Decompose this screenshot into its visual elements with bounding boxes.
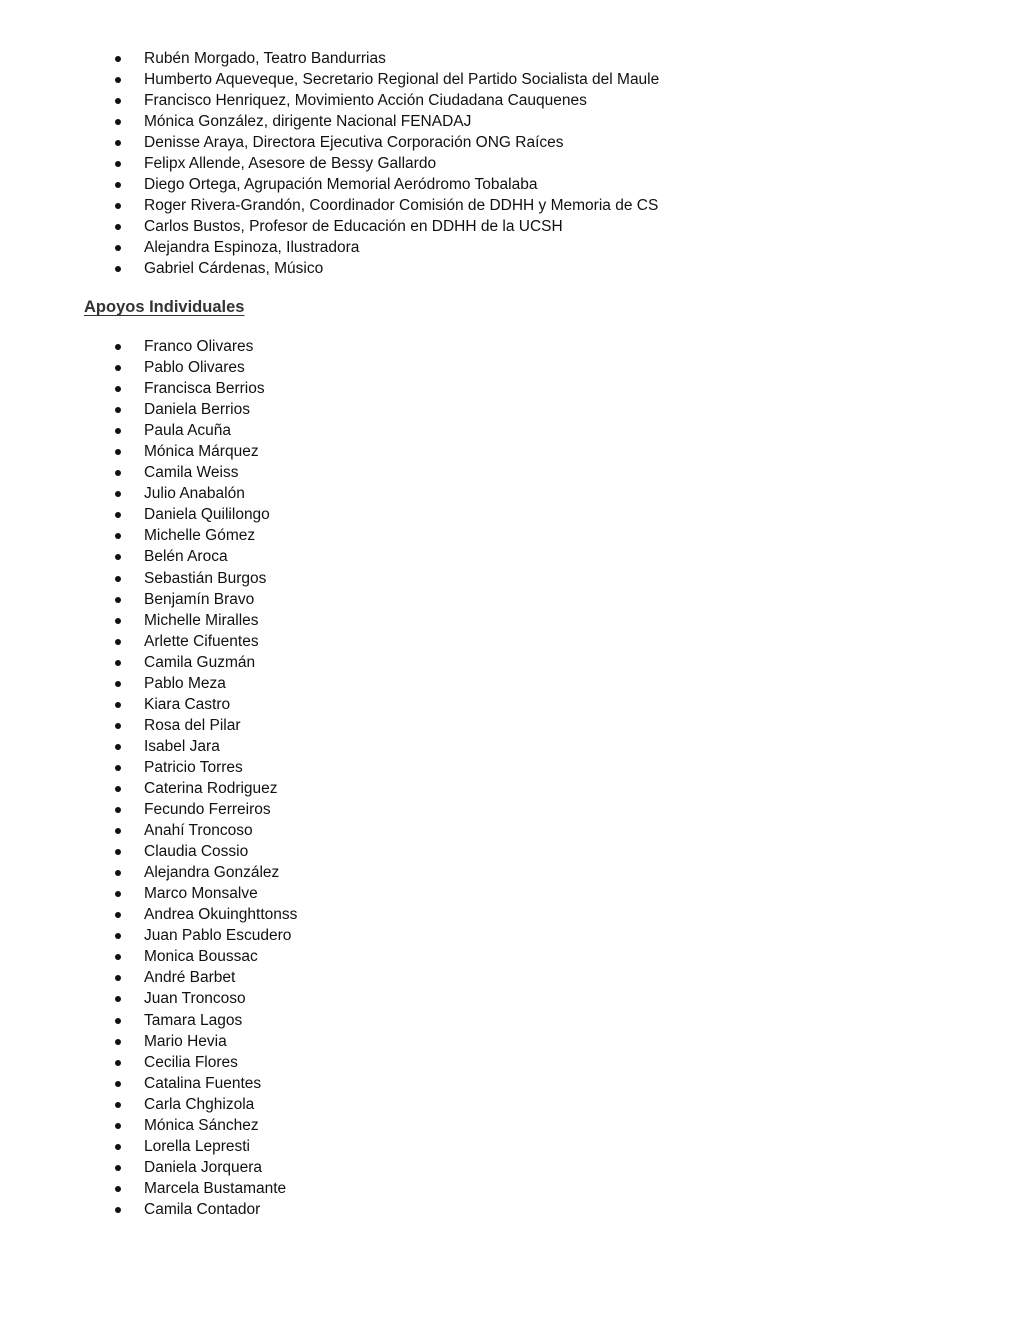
bullet-icon — [115, 407, 121, 413]
individual-supporter-list-item-text: Isabel Jara — [144, 737, 220, 755]
individual-supporter-list-item — [113, 925, 297, 946]
individual-supporter-list-item-text: Mónica Márquez — [144, 443, 259, 461]
individual-supporter-list-item — [113, 420, 297, 441]
individual-supporter-list-item-text: Benjamín Bravo — [144, 590, 255, 608]
individual-supporter-list-item — [113, 904, 297, 925]
individual-supporter-list-item — [113, 441, 297, 462]
individual-supporter-list-item-text: Daniela Jorquera — [144, 1158, 263, 1176]
bullet-icon — [115, 533, 121, 539]
individual-supporter-list-item-text: Mario Hevia — [144, 1032, 227, 1050]
bullet-icon — [115, 870, 121, 876]
individual-supporter-list-item-text: Lorella Lepresti — [144, 1137, 250, 1155]
individual-supporter-list-item-text: Tamara Lagos — [144, 1011, 243, 1029]
bullet-icon — [115, 77, 121, 83]
individual-supporter-list-item-text: Caterina Rodriguez — [144, 779, 278, 797]
individual-supporter-list-item-text: Daniela Quililongo — [144, 506, 270, 524]
bullet-icon — [115, 702, 121, 708]
bullet-icon — [115, 98, 121, 104]
individual-supporter-list-item-text: Pablo Meza — [144, 674, 226, 692]
bullet-icon — [115, 224, 121, 230]
bullet-icon — [115, 786, 121, 792]
individual-supporter-list-item-text: Patricio Torres — [144, 758, 243, 776]
individual-supporter-list-item — [113, 462, 297, 483]
supporter-list-item-text: Diego Ortega, Agrupación Memorial Aeródromo Tobalaba — [144, 176, 538, 194]
individual-supporter-list-item — [113, 736, 297, 757]
bullet-icon — [115, 56, 121, 62]
bullet-icon — [115, 1102, 121, 1108]
individual-supporter-list-item-text: Camila Contador — [144, 1200, 261, 1218]
supporter-list-item-text: Rubén Morgado, Teatro Bandurrias — [144, 50, 386, 67]
individual-supporter-list-item — [113, 1157, 297, 1178]
bullet-icon — [115, 1018, 121, 1024]
individual-supporter-list-item-text: Michelle Gómez — [144, 527, 256, 545]
individual-supporter-list-item-text: Claudia Cossio — [144, 843, 249, 861]
individual-supporter-list-item-text: Franco Olivares — [144, 338, 254, 355]
bullet-icon — [115, 1060, 121, 1066]
bullet-icon — [115, 723, 121, 729]
bullet-icon — [115, 807, 121, 813]
bullet-icon — [115, 1081, 121, 1087]
supporter-list-item — [113, 216, 659, 237]
bullet-icon — [115, 744, 121, 750]
supporter-list-item-text: Roger Rivera-Grandón, Coordinador Comisión de DDHH y Memoria de CS — [144, 197, 659, 215]
individual-supporter-list-item-text: Pablo Olivares — [144, 359, 245, 377]
individual-supporter-list-item-text: Marco Monsalve — [144, 885, 258, 903]
individual-supporter-list-item — [113, 631, 297, 652]
individual-supporter-list-item — [113, 946, 297, 967]
supporter-list-item — [113, 174, 659, 195]
individual-supporter-list-item — [113, 862, 297, 883]
bullet-icon — [115, 491, 121, 497]
bullet-icon — [115, 954, 121, 960]
supporter-list-item-text: Alejandra Espinoza, Ilustradora — [144, 239, 360, 257]
individual-supporter-list-item — [113, 673, 297, 694]
individual-supporter-list-item — [113, 610, 297, 631]
individual-supporter-list-item — [113, 715, 297, 736]
individual-supporter-list-item — [113, 988, 297, 1009]
individual-supporter-list-item-text: Carla Chghizola — [144, 1095, 255, 1113]
individual-supporter-list-item-text: Paula Acuña — [144, 422, 232, 440]
bullet-icon — [115, 428, 121, 434]
bullet-icon — [115, 912, 121, 918]
individual-supporter-list-item-text: Camila Weiss — [144, 464, 239, 482]
individual-supporter-list-item-text: Juan Troncoso — [144, 990, 246, 1008]
individual-supporter-list-item-text: Monica Boussac — [144, 948, 258, 966]
individual-supporter-list-item — [113, 378, 297, 399]
bullet-icon — [115, 512, 121, 518]
bullet-icon — [115, 182, 121, 188]
bullet-icon — [115, 161, 121, 167]
supporter-list-item — [113, 237, 659, 258]
individual-supporter-list-item — [113, 546, 297, 567]
individual-supporter-list-item-text: Sebastián Burgos — [144, 569, 267, 587]
bullet-icon — [115, 849, 121, 855]
supporter-list-item-text: Carlos Bustos, Profesor de Educación en DDHH de la UCSH — [144, 218, 563, 236]
individual-supporter-list-item-text: Kiara Castro — [144, 695, 231, 713]
supporter-list-item — [113, 132, 659, 153]
individual-supporter-list-item-text: Belén Aroca — [144, 548, 228, 566]
individual-supporter-list-item — [113, 967, 297, 988]
individual-supporter-list-item — [113, 525, 297, 546]
bullet-icon — [115, 344, 121, 350]
bullet-icon — [115, 266, 121, 272]
individual-supporter-list-item — [113, 1094, 297, 1115]
bullet-icon — [115, 470, 121, 476]
individual-supporter-list-item — [113, 483, 297, 504]
individual-supporter-list-item — [113, 1073, 297, 1094]
bullet-icon — [115, 449, 121, 455]
supporter-list-item-text: Gabriel Cárdenas, Músico — [144, 260, 324, 278]
individual-supporter-list-item-text: André Barbet — [144, 969, 236, 987]
bullet-icon — [115, 765, 121, 771]
supporter-list-item-text: Francisco Henriquez, Movimiento Acción Ciudadana Cauquenes — [144, 92, 587, 110]
individual-supporter-list-item-text: Andrea Okuinghttonss — [144, 906, 298, 924]
individual-supporter-list-item — [113, 1010, 297, 1031]
individual-supports-list — [113, 336, 297, 1220]
individual-supporter-list-item — [113, 336, 297, 357]
bullet-icon — [115, 119, 121, 125]
bullet-icon — [115, 933, 121, 939]
individual-supporter-list-item — [113, 652, 297, 673]
bullet-icon — [115, 639, 121, 645]
individual-supporter-list-item — [113, 1115, 297, 1136]
bullet-icon — [115, 891, 121, 897]
individual-supporter-list-item — [113, 357, 297, 378]
bullet-icon — [115, 365, 121, 371]
bullet-icon — [115, 975, 121, 981]
individual-supporter-list-item-text: Michelle Miralles — [144, 611, 259, 629]
individual-supporter-list-item-text: Marcela Bustamante — [144, 1179, 287, 1197]
individual-supporter-list-item-text: Catalina Fuentes — [144, 1074, 262, 1092]
bullet-icon — [115, 1186, 121, 1192]
individual-supporter-list-item — [113, 820, 297, 841]
individual-supporter-list-item-text: Juan Pablo Escudero — [144, 927, 292, 945]
individual-supporter-list-item-text: Anahí Troncoso — [144, 822, 253, 840]
supporter-list-item — [113, 258, 659, 279]
individual-supporter-list-item — [113, 1178, 297, 1199]
supporter-list-item-text: Denisse Araya, Directora Ejecutiva Corporación ONG Raíces — [144, 134, 564, 152]
individual-supporter-list-item — [113, 799, 297, 820]
individual-supporter-list-item-text: Francisca Berrios — [144, 380, 265, 398]
bullet-icon — [115, 660, 121, 666]
individual-supporter-list-item-text: Mónica Sánchez — [144, 1116, 259, 1134]
individual-supporter-list-item — [113, 1031, 297, 1052]
organizational-supports-list — [113, 48, 659, 280]
individual-supporter-list-item — [113, 841, 297, 862]
individual-supporter-list-item-text: Arlette Cifuentes — [144, 632, 259, 650]
bullet-icon — [115, 1123, 121, 1129]
bullet-icon — [115, 1165, 121, 1171]
individual-supporter-list-item — [113, 757, 297, 778]
individual-supporter-list-item-text: Rosa del Pilar — [144, 716, 241, 734]
supporter-list-item — [113, 153, 659, 174]
individual-supporter-list-item — [113, 568, 297, 589]
supporter-list-item-text: Mónica González, dirigente Nacional FENADAJ — [144, 113, 472, 131]
bullet-icon — [115, 1039, 121, 1045]
supporter-list-item — [113, 69, 659, 90]
individual-supporter-list-item-text: Alejandra González — [144, 864, 280, 882]
supporter-list-item — [113, 48, 659, 69]
bullet-icon — [115, 140, 121, 146]
bullet-icon — [115, 245, 121, 251]
supporter-list-item — [113, 111, 659, 132]
bullet-icon — [115, 386, 121, 392]
individual-supporter-list-item — [113, 504, 297, 525]
bullet-icon — [115, 1207, 121, 1213]
supporter-list-item — [113, 90, 659, 111]
individual-supporter-list-item — [113, 1199, 297, 1220]
bullet-icon — [115, 681, 121, 687]
individual-supporter-list-item — [113, 399, 297, 420]
individual-supporter-list-item — [113, 1136, 297, 1157]
individual-supporter-list-item-text: Fecundo Ferreiros — [144, 801, 271, 819]
bullet-icon — [115, 554, 121, 560]
individual-supporter-list-item — [113, 883, 297, 904]
individual-supporter-list-item — [113, 778, 297, 799]
bullet-icon — [115, 1144, 121, 1150]
supporter-list-item-text: Felipx Allende, Asesore de Bessy Gallardo — [144, 155, 437, 173]
bullet-icon — [115, 576, 121, 582]
supporter-list-item-text: Humberto Aqueveque, Secretario Regional del Partido Socialista del Maule — [144, 71, 660, 89]
supporter-list-item — [113, 195, 659, 216]
bullet-icon — [115, 597, 121, 603]
individual-supporter-list-item-text: Cecilia Flores — [144, 1053, 238, 1071]
section-heading-individual-supports: Apoyos Individuales — [84, 298, 245, 316]
individual-supporter-list-item-text: Julio Anabalón — [144, 485, 245, 503]
bullet-icon — [115, 203, 121, 209]
bullet-icon — [115, 828, 121, 834]
individual-supporter-list-item-text: Daniela Berrios — [144, 401, 250, 419]
bullet-icon — [115, 618, 121, 624]
individual-supporter-list-item — [113, 694, 297, 715]
individual-supporter-list-item — [113, 1052, 297, 1073]
individual-supporter-list-item-text: Camila Guzmán — [144, 653, 256, 671]
bullet-icon — [115, 996, 121, 1002]
individual-supporter-list-item — [113, 589, 297, 610]
